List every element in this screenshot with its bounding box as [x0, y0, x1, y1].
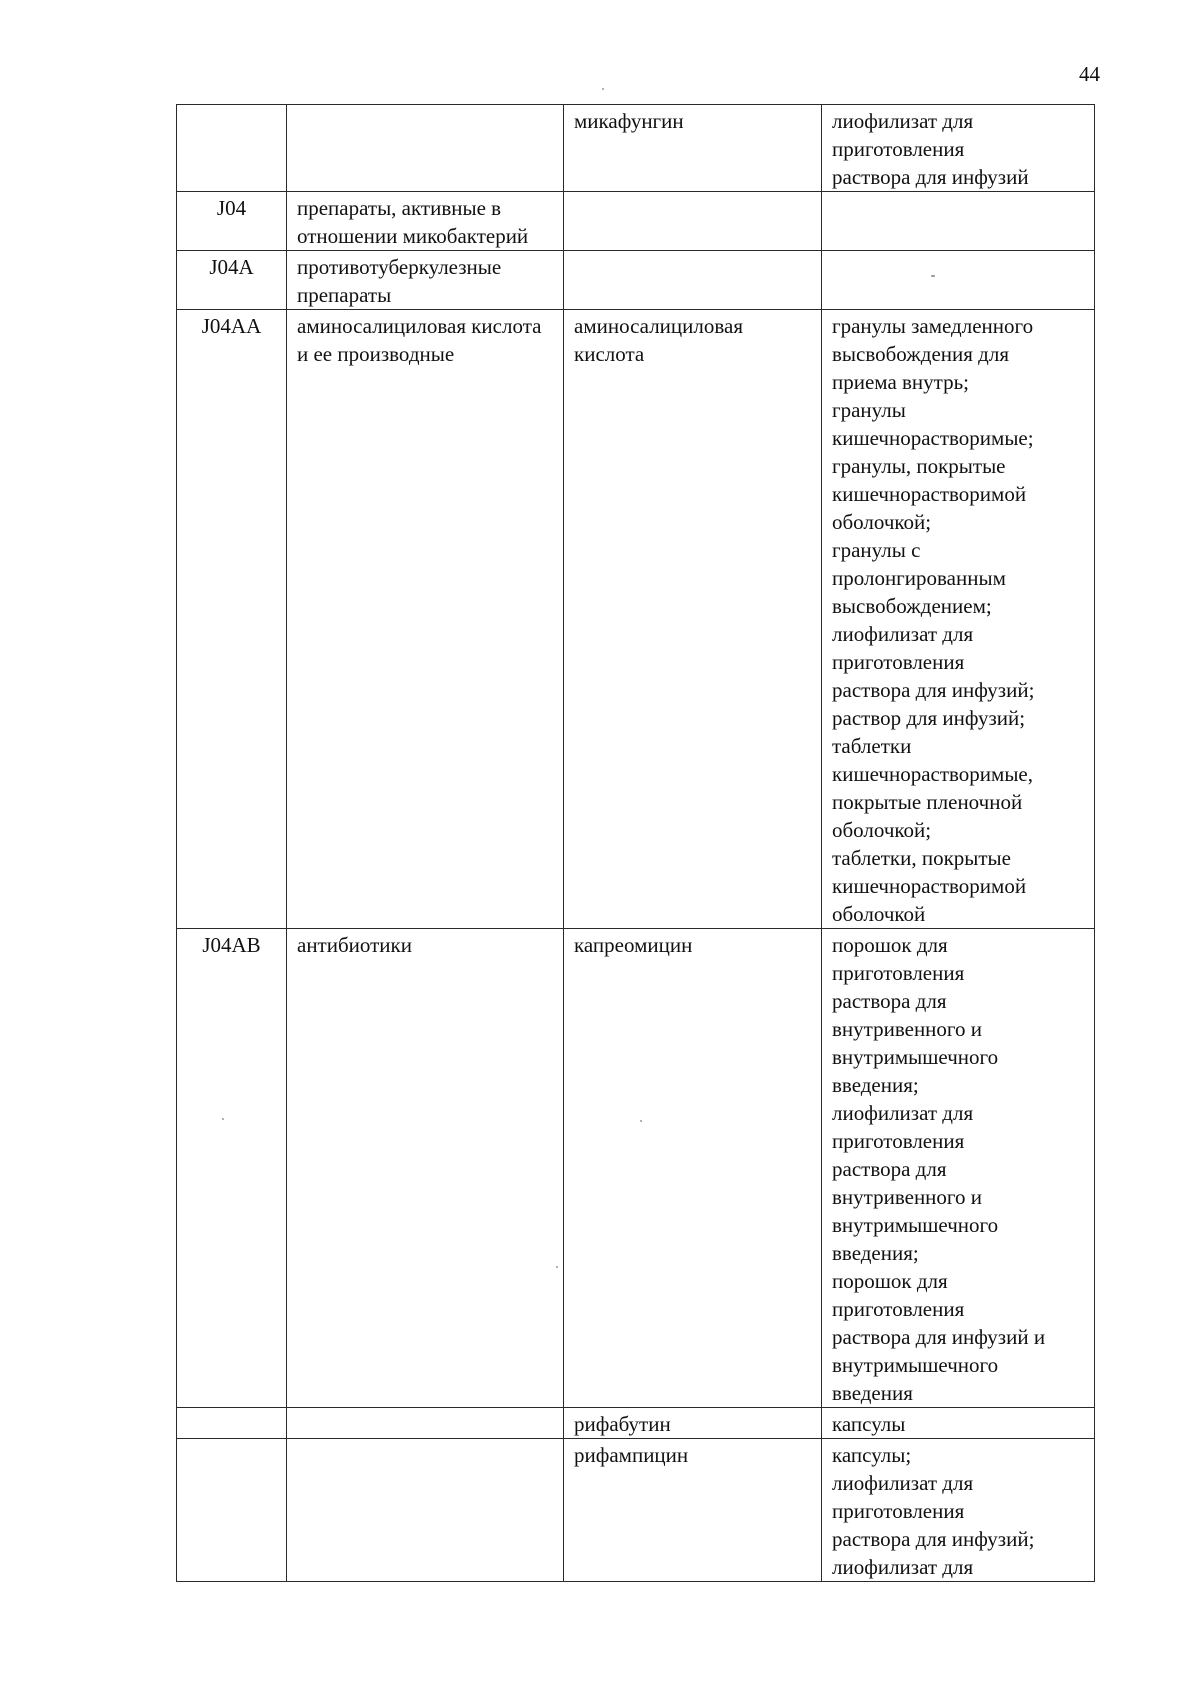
- dosage-form-line: таблетки: [832, 734, 912, 758]
- dosage-form-line: раствора для инфузий: [832, 165, 1029, 189]
- dosage-forms-cell: [822, 192, 1095, 251]
- dosage-form-line: кишечнорастворимой: [832, 482, 1027, 506]
- dosage-form-line: гранулы: [832, 398, 906, 422]
- atc-code-cell: J04: [177, 192, 287, 251]
- atc-code-cell: [177, 1439, 287, 1582]
- atc-code-cell: J04A: [177, 251, 287, 310]
- dosage-form-line: внутривенного и: [832, 1185, 982, 1209]
- dosage-form-line: приема внутрь;: [832, 370, 970, 394]
- table-row: [177, 1439, 1095, 1582]
- dosage-form-line: внутримышечного: [832, 1353, 999, 1377]
- dosage-form-line: приготовления: [832, 1297, 965, 1321]
- anatomical-therapeutic-group-cell: антибиотики: [287, 929, 564, 1408]
- dosage-form-line: введения: [832, 1381, 913, 1405]
- atc-code-cell: J04AB: [177, 929, 287, 1408]
- dosage-forms-cell: [822, 251, 1095, 310]
- dosage-form-line: оболочкой: [832, 902, 926, 926]
- dosage-form-line: внутримышечного: [832, 1213, 999, 1237]
- medicine-name-cell: микафунгин: [564, 105, 822, 192]
- dosage-form-line: оболочкой;: [832, 818, 932, 842]
- dosage-form-line: гранулы, покрытые: [832, 454, 1006, 478]
- dosage-form-line: внутривенного и: [832, 1017, 982, 1041]
- table-body: [177, 105, 1095, 1582]
- dosage-form-line: раствор для инфузий;: [832, 706, 1026, 730]
- dosage-form-line: гранулы замедленного: [832, 314, 1034, 338]
- dosage-form-line: кишечнорастворимой: [832, 874, 1027, 898]
- dosage-form-line: лиофилизат для: [832, 1101, 974, 1125]
- dosage-form-line: кишечнорастворимые;: [832, 426, 1034, 450]
- dosage-form-line: пролонгированным: [832, 566, 1006, 590]
- dosage-form-line: оболочкой;: [832, 510, 932, 534]
- table-row: [177, 929, 1095, 1408]
- medicine-name-cell: [564, 192, 822, 251]
- dosage-form-line: порошок для: [832, 933, 948, 957]
- medicine-name-cell: аминосалициловая кислота: [564, 310, 822, 929]
- table-row: [177, 310, 1095, 929]
- dosage-form-line: капсулы: [832, 1412, 906, 1436]
- dosage-forms-cell: [822, 1408, 1095, 1439]
- page-number: 44: [1079, 62, 1100, 86]
- atc-code-cell: [177, 105, 287, 192]
- dosage-form-line: приготовления: [832, 1129, 965, 1153]
- dosage-form-line: внутримышечного: [832, 1045, 999, 1069]
- dosage-form-line: раствора для инфузий;: [832, 678, 1035, 702]
- anatomical-therapeutic-group-cell: противотуберкулезные препараты: [287, 251, 564, 310]
- dosage-form-line: раствора для инфузий;: [832, 1527, 1035, 1551]
- dosage-form-line: лиофилизат для: [832, 1555, 974, 1579]
- dosage-form-line: приготовления: [832, 1499, 965, 1523]
- dosage-form-line: лиофилизат для: [832, 622, 974, 646]
- dosage-form-line: раствора для: [832, 989, 947, 1013]
- dosage-forms-cell: [822, 929, 1095, 1408]
- dosage-form-line: таблетки, покрытые: [832, 846, 1011, 870]
- table-row: [177, 192, 1095, 251]
- dosage-form-line: введения;: [832, 1241, 919, 1265]
- dosage-form-line: введения;: [832, 1073, 919, 1097]
- medicine-name-cell: [564, 251, 822, 310]
- dosage-form-line: приготовления: [832, 650, 965, 674]
- table-row: [177, 251, 1095, 310]
- anatomical-therapeutic-group-cell: аминосалициловая кислота и ее производные: [287, 310, 564, 929]
- drug-classification-table: [176, 104, 1095, 1582]
- dosage-form-line: высвобождения для: [832, 342, 1010, 366]
- medicine-name-cell: рифабутин: [564, 1408, 822, 1439]
- dosage-form-line: порошок для: [832, 1269, 948, 1293]
- medicine-name-cell: рифампицин: [564, 1439, 822, 1582]
- dosage-form-line: приготовления: [832, 961, 965, 985]
- dosage-form-line: капсулы;: [832, 1443, 912, 1467]
- dosage-form-line: лиофилизат для: [832, 109, 974, 133]
- dosage-form-line: кишечнорастворимые,: [832, 762, 1034, 786]
- dosage-forms-cell: [822, 105, 1095, 192]
- dosage-form-line: раствора для: [832, 1157, 947, 1181]
- dosage-form-line: приготовления: [832, 137, 965, 161]
- table-row: [177, 105, 1095, 192]
- scan-speck: [602, 88, 604, 90]
- table-row: [177, 1408, 1095, 1439]
- dosage-form-line: лиофилизат для: [832, 1471, 974, 1495]
- anatomical-therapeutic-group-cell: препараты, активные в отношении микобактерий: [287, 192, 564, 251]
- anatomical-therapeutic-group-cell: [287, 105, 564, 192]
- dosage-form-line: раствора для инфузий и: [832, 1325, 1046, 1349]
- dosage-form-line: гранулы с: [832, 538, 921, 562]
- atc-code-cell: [177, 1408, 287, 1439]
- medicine-name-cell: капреомицин: [564, 929, 822, 1408]
- dosage-form-line: покрытые пленочной: [832, 790, 1023, 814]
- dosage-forms-cell: [822, 1439, 1095, 1582]
- anatomical-therapeutic-group-cell: [287, 1408, 564, 1439]
- dosage-forms-cell: [822, 310, 1095, 929]
- dosage-form-line: высвобождением;: [832, 594, 992, 618]
- atc-code-cell: J04AA: [177, 310, 287, 929]
- anatomical-therapeutic-group-cell: [287, 1439, 564, 1582]
